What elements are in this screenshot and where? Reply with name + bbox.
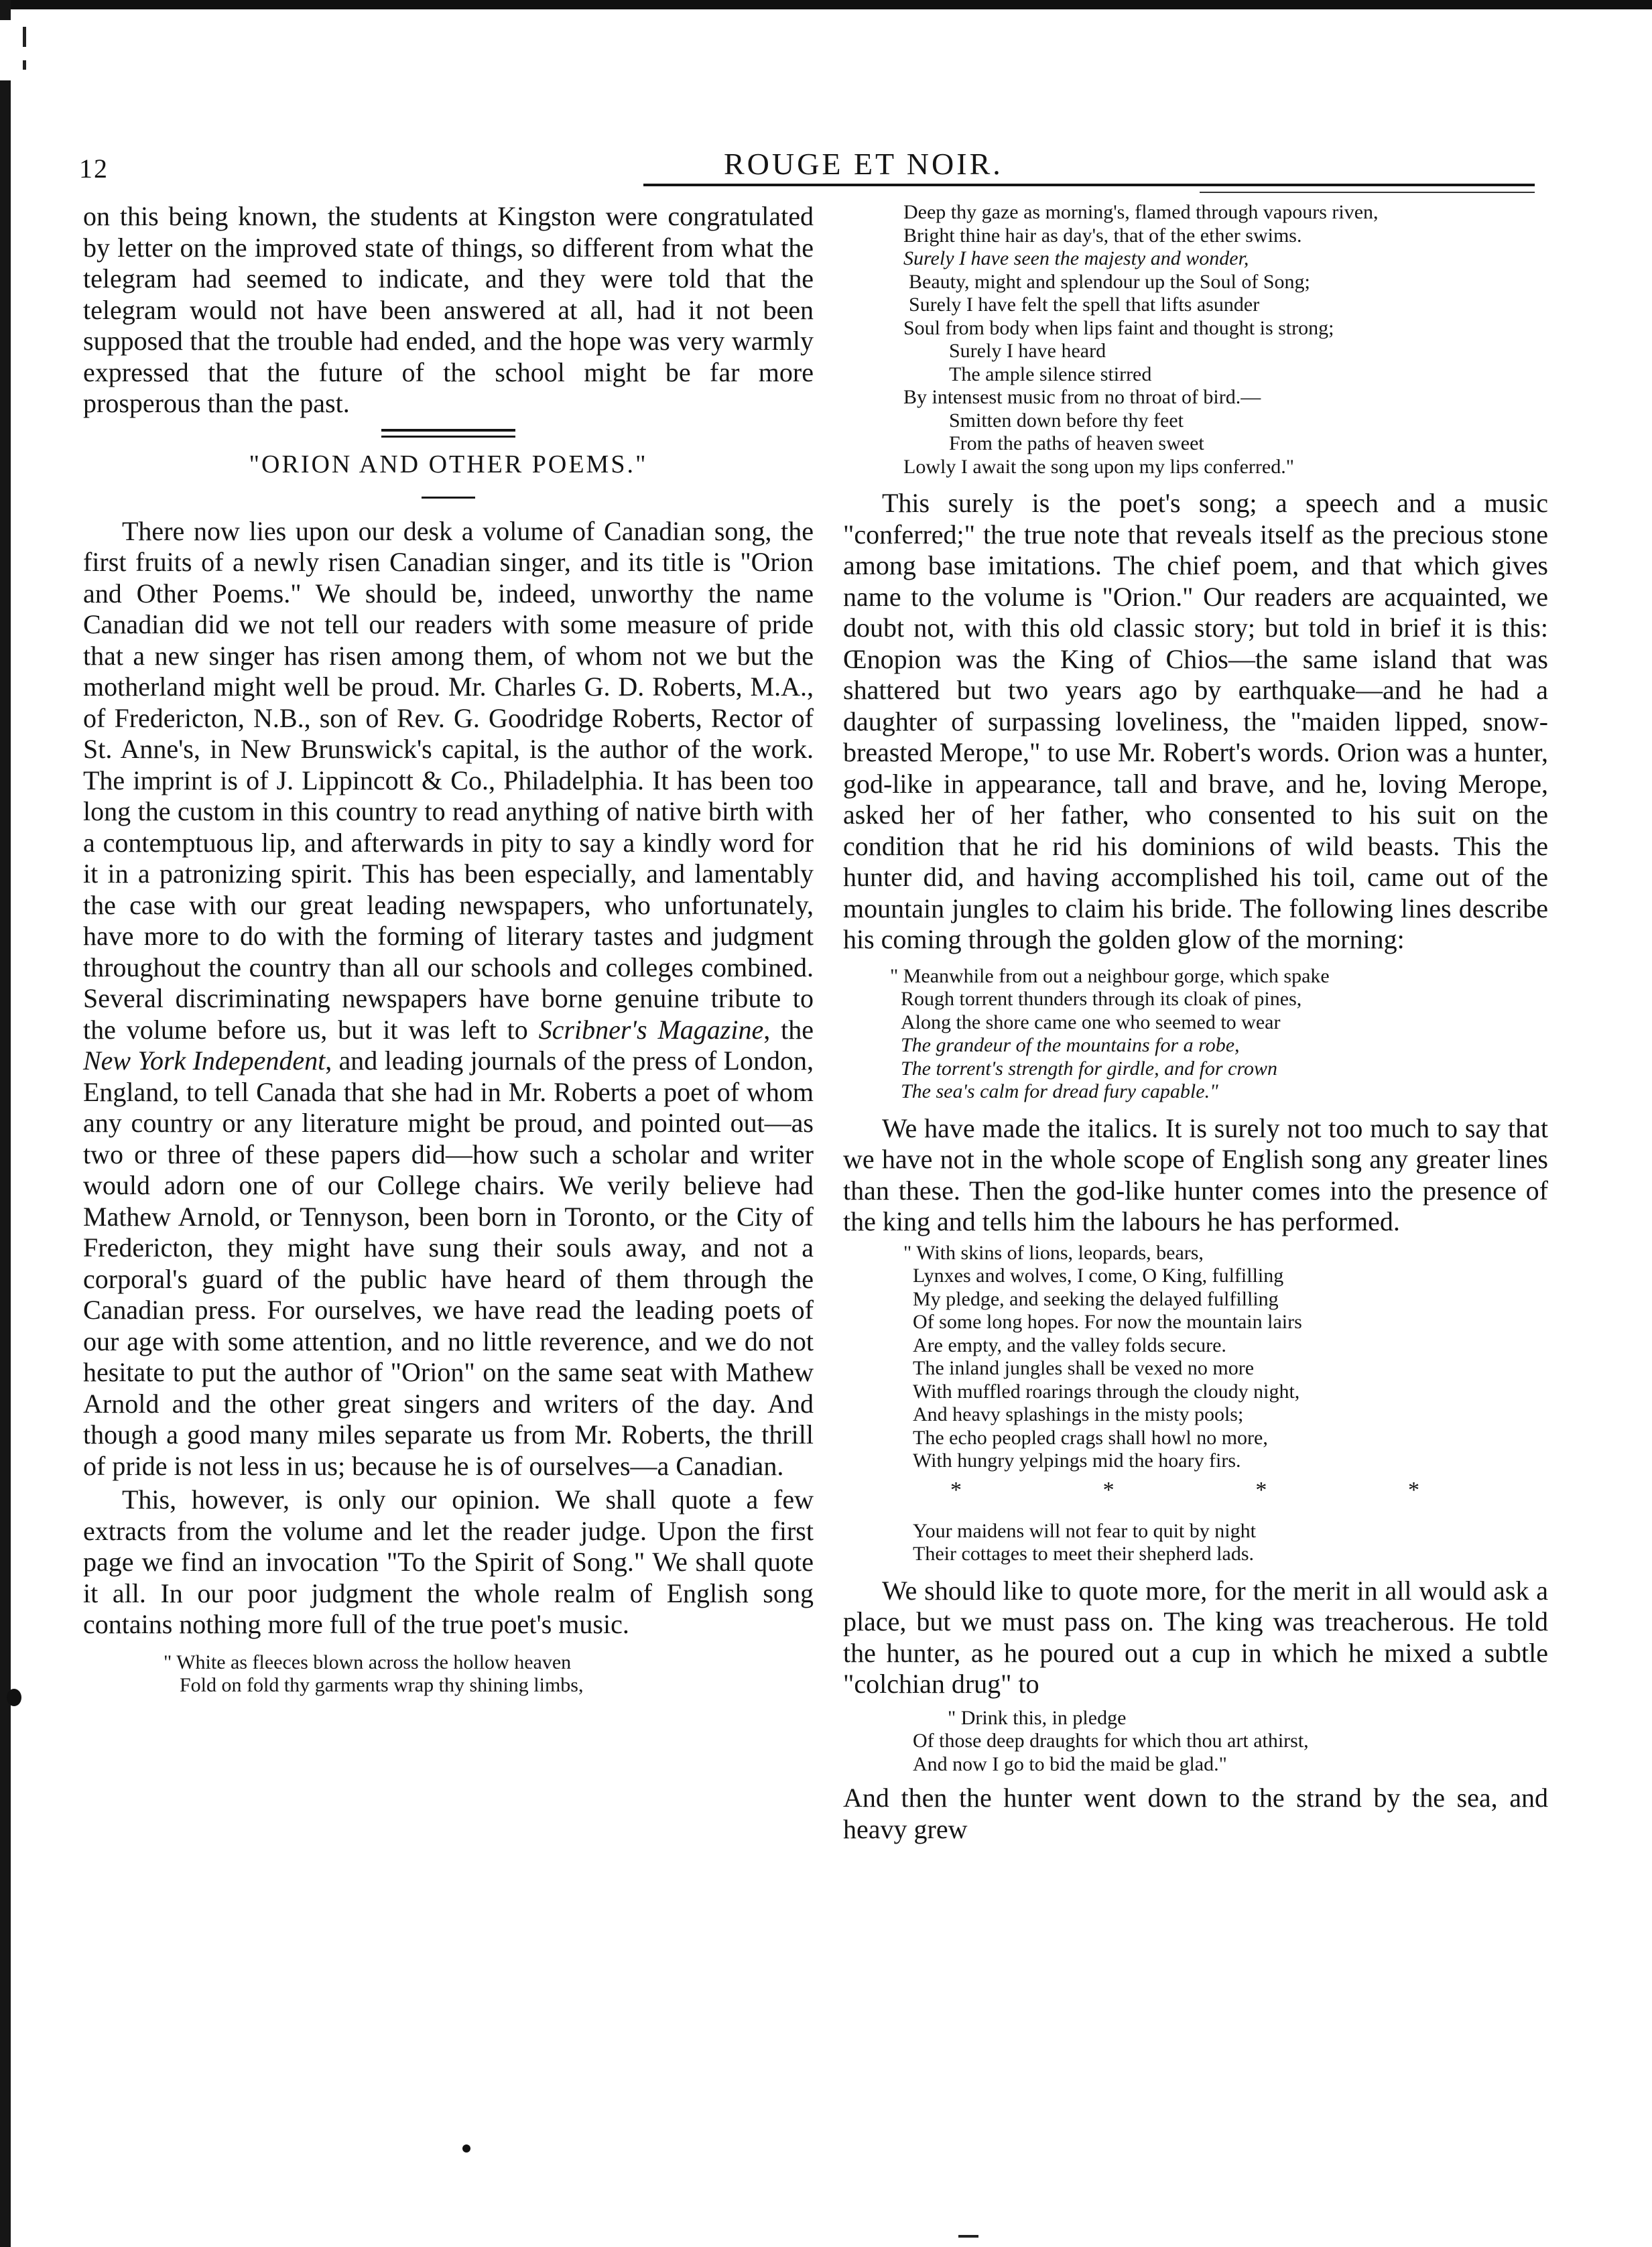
verse-line: And now I go to bid the maid be glad." xyxy=(913,1752,1227,1775)
title-rule xyxy=(422,497,475,499)
verse-line: Smitten down before thy feet xyxy=(949,409,1184,432)
verse-line: Lynxes and wolves, I come, O King, fulfilling xyxy=(913,1265,1284,1287)
paragraph-poets-song: This surely is the poet's song; a speech and a music "conferred;" the true note that reveals itself as the precious stone among base imitations. The chief poem, and that which gives name to the volume is "Orion." Our readers are acquainted, we doubt not, with this old classic story; but told in brief it is this: Œnopion was the King of Chios—the same island that was shattered but two years ago by earthquake—and he had a daughter of surpassing loveliness, the "maiden lipped, snow-breasted Merope," to use Mr. Robert's words. Orion was a hunter, god-like in appearance, tall and brave, and he, loving Merope, asked her of her father, who consented to his suit on the condition that he rid his dominions of wild beasts. This the hunter did, and having accomplished his toil, came out of the mountain jungles to claim his bride. The following lines describe his coming through the golden glow of the morning: xyxy=(843,488,1548,954)
star-mark: * xyxy=(1407,1477,1419,1502)
verse-line: Of some long hopes. For now the mountain lairs xyxy=(913,1311,1302,1333)
verse-line: Fold on fold thy garments wrap thy shining limbs, xyxy=(180,1674,584,1696)
paragraph-quote-more: We should like to quote more, for the merit in all would ask a place, but we must pass on. The king was treacherous. He told the hunter, as he poured out a cup in which he mixed a subtle "colchian drug" to xyxy=(843,1575,1548,1699)
verse-line: Of those deep draughts for which thou art athirst, xyxy=(913,1730,1309,1752)
section-title: "ORION AND OTHER POEMS." xyxy=(249,450,648,478)
verse-line: " With skins of lions, leopards, bears, xyxy=(903,1241,1204,1264)
verse-line: Soul from body when lips faint and thought is strong; xyxy=(903,316,1334,339)
verse-line: Their cottages to meet their shepherd lads. xyxy=(913,1543,1254,1565)
verse-line: Rough torrent thunders through its cloak of pines, xyxy=(901,988,1302,1010)
ink-dot xyxy=(462,2144,470,2153)
section-divider xyxy=(381,429,515,438)
star-mark: * xyxy=(1255,1477,1267,1502)
journal-title: New York Independent xyxy=(83,1045,326,1076)
running-head: ROUGE ET NOIR. xyxy=(724,147,1003,181)
scan-edge-gap xyxy=(0,20,11,80)
verse-line: Your maidens will not fear to quit by night xyxy=(913,1519,1256,1542)
verse-line: Lowly I await the song upon my lips conferred." xyxy=(903,455,1294,478)
verse-line: The inland jungles shall be vexed no more xyxy=(913,1357,1255,1379)
verse-orion-arrival xyxy=(843,965,1548,1104)
scan-edge-left xyxy=(0,0,11,2247)
verse-line: Along the shore came one who seemed to wear xyxy=(901,1011,1281,1033)
verse-line: Beauty, might and splendour up the Soul of Song; xyxy=(909,270,1310,293)
header-rule-secondary xyxy=(1200,192,1535,193)
right-column xyxy=(843,201,1548,1845)
verse-line: The grandeur of the mountains for a robe, xyxy=(901,1034,1240,1056)
page-number: 12 xyxy=(79,153,109,184)
verse-line: " Meanwhile from out a neighbour gorge, which spake xyxy=(890,964,1330,987)
paragraph-final: And then the hunter went down to the strand by the sea, and heavy grew xyxy=(843,1783,1548,1844)
verse-line: The echo peopled crags shall howl no more, xyxy=(913,1426,1268,1449)
verse-line: With hungry yelpings mid the hoary firs. xyxy=(913,1450,1241,1472)
journal-title: Scribner's Magazine xyxy=(538,1014,764,1045)
verse-line: By intensest music from no throat of bird.— xyxy=(903,386,1261,408)
header-rule xyxy=(643,184,1535,186)
verse-line: Bright thine hair as day's, that of the ether swims. xyxy=(903,224,1302,247)
verse-line: Surely I have seen the majesty and wonder, xyxy=(903,247,1249,269)
star-mark: * xyxy=(1102,1477,1115,1502)
verse-hunters-labours xyxy=(843,1242,1548,1566)
scan-tick-mark xyxy=(23,27,26,47)
verse-line: With muffled roarings through the cloudy night, xyxy=(913,1380,1300,1403)
verse-line: The ample silence stirred xyxy=(949,363,1152,385)
star-mark: * xyxy=(950,1477,962,1502)
text-run: There now lies upon our desk a volume of Canadian song, the first fruits of a newly risen Canadian singer, and its title is "Orion and Other Poems." We should be, indeed, unworthy the name Canadian did we not tell our readers with some measure of pride that a new singer has risen among them, of whom not we but the motherland might well be proud. Mr. Charles G. D. Roberts, M.A., of Fredericton, N.B., son of Rev. G. Goodridge Roberts, Rector of St. Anne's, in New Brunswick's capital, is the author of the work. The imprint is of J. Lippincott & Co., Philadelphia. It has been too long the custom in this country to read anything of native birth with a contemptuous lip, and afterwards in pity to say a kindly word for it in a patronizing spirit. This has been especially, and lamentably the case with our great leading newspapers, who unfortunately, have more to do with the forming of literary tastes and judgment throughout the country than all our schools and colleges combined. Several discriminating newspapers have borne genuine tribute to the volume before us, but it was left to xyxy=(83,515,814,1045)
verse-line: The sea's calm for dread fury capable." xyxy=(901,1080,1218,1102)
verse-line: Are empty, and the valley folds secure. xyxy=(913,1334,1226,1356)
verse-line: " White as fleeces blown across the hollow heaven xyxy=(164,1651,572,1673)
verse-line: The torrent's strength for girdle, and for crown xyxy=(901,1057,1277,1080)
verse-spirit-of-song-continued xyxy=(843,201,1548,478)
opening-paragraph: on this being known, the students at Kingston were congratulated by letter on the improved state of things, so different from what the telegram had seemed to indicate, and they were told that the telegram would not have been answered at all, had it not been supposed that the trouble had ended, and the hope was very warmly expressed that the future of the school might be far more prosperous than the past. xyxy=(83,201,814,418)
ink-dash xyxy=(958,2235,978,2238)
verse-ellipsis-stars xyxy=(903,1477,1419,1504)
text-run: , and leading journals of the press of London, England, to tell Canada that she had in Mr. Roberts a poet of whom any country or any literature might be proud, and pointed out—as two or three of these papers did—how such a scholar and writer would adorn one of our College chairs. We verily believe had Mathew Arnold, or Tennyson, been born in Toronto, or the City of Fredericton, they might have sung their souls away, and not a corporal's guard of the public have heard of them through the Canadian press. For ourselves, we have read the leading poets of our age with some attention, and no little reverence, and we do not hesitate to put the author of "Orion" on the same seat with Mathew Arnold and the other great singers and writers of the day. And though a good many miles separate us from Mr. Roberts, the thrill of pride is not less in us; because he is of ourselves—a Canadian. xyxy=(83,1045,814,1481)
scan-edge-top xyxy=(0,0,1652,9)
text-run: , the xyxy=(763,1014,814,1045)
verse-line: My pledge, and seeking the delayed fulfilling xyxy=(913,1287,1279,1310)
verse-line: Deep thy gaze as morning's, flamed through vapours riven, xyxy=(903,201,1379,223)
scan-tick-mark xyxy=(23,60,26,70)
verse-line: From the paths of heaven sweet xyxy=(949,432,1204,454)
review-paragraph-1 xyxy=(83,516,814,1482)
ink-blot xyxy=(7,1689,21,1706)
verse-line: " Drink this, in pledge xyxy=(948,1706,1127,1729)
review-paragraph-2: This, however, is only our opinion. We shall quote a few extracts from the volume and let the reader judge. Upon the first page we find an invocation "To the Spirit of Song." We shall quote it all. In our poor judgment the whole realm of English song contains nothing more full of the true poet's music. xyxy=(83,1484,814,1639)
verse-colchian-drug xyxy=(843,1707,1548,1777)
verse-line: Surely I have felt the spell that lifts asunder xyxy=(909,294,1260,316)
verse-line: And heavy splashings in the misty pools; xyxy=(913,1403,1244,1425)
verse-spirit-of-song-start xyxy=(83,1651,814,1697)
paragraph-italics: We have made the italics. It is surely not too much to say that we have not in the whole scope of English song any greater lines than these. Then the god-like hunter comes into the presence of the king and tells him the labours he has performed. xyxy=(843,1112,1548,1236)
verse-line: Surely I have heard xyxy=(949,340,1106,362)
left-column xyxy=(83,201,814,1697)
verse-gap xyxy=(903,1504,1548,1520)
